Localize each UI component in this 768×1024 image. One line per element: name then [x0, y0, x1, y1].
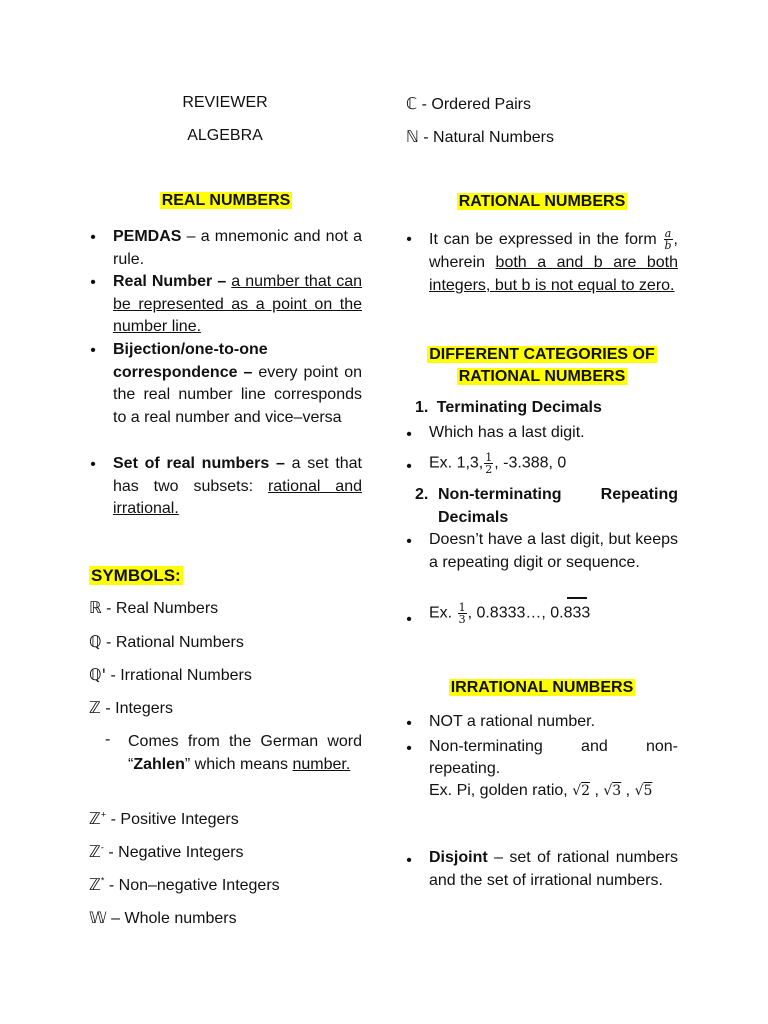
- bullet-icon: •: [90, 229, 96, 246]
- bullet-icon: •: [406, 533, 412, 550]
- sqrt-five-radicand: 5: [643, 783, 653, 799]
- bullet-icon: •: [90, 342, 96, 359]
- irrational-example-text: Ex. Pi, golden ratio,: [429, 782, 573, 799]
- positive-sup: +: [100, 809, 107, 820]
- complex-symbol: ℂ: [406, 94, 418, 113]
- zahlen-note-b: ” which means: [184, 755, 293, 773]
- disjoint-item: [429, 847, 678, 892]
- set-real-item: [113, 453, 362, 521]
- terminating-example-a: Ex. 1,3,: [429, 454, 484, 472]
- fraction-numerator: 1: [485, 451, 493, 464]
- rational-numbers-heading-wrap: [406, 193, 678, 211]
- rational-symbol-text: - Rational Numbers: [101, 634, 244, 651]
- zahlen-word: Zahlen: [133, 755, 185, 773]
- real-number-term: Real Number –: [113, 273, 227, 290]
- bijection-def: every point on the real number line corresponds to a real number and vice–versa: [113, 363, 363, 426]
- one-half-fraction: [484, 452, 493, 475]
- terminating-example: [429, 452, 566, 475]
- irrational-item-2: [429, 736, 678, 779]
- categories-heading-line1: DIFFERENT CATEGORIES OF: [429, 346, 655, 363]
- terminating-heading: [415, 399, 602, 417]
- nonnegative-sup: *: [100, 875, 105, 886]
- bullet-icon: •: [406, 715, 412, 732]
- real-symbol-text: - Real Numbers: [101, 600, 219, 617]
- complex-text: - Ordered Pairs: [417, 96, 531, 113]
- symbol-negative-integers: [89, 842, 244, 862]
- bullet-icon: •: [406, 458, 412, 475]
- irrational-numbers-heading-wrap: [406, 679, 678, 697]
- set-real-def-underlined: rational and irrational.: [113, 477, 362, 517]
- symbol-real: [89, 598, 218, 618]
- symbol-positive-integers: [89, 809, 239, 829]
- symbol-rational: [89, 632, 244, 652]
- irrational-example: Ex. Pi, golden ratio, √2 , √3 , √5: [429, 782, 653, 799]
- sqrt-three: √3: [603, 783, 622, 799]
- rational-def-a: It can be expressed in the form: [429, 231, 663, 248]
- zahlen-note-a: Comes from the German word “: [128, 733, 362, 773]
- positive-integers-text: - Positive Integers: [106, 811, 239, 828]
- fraction-numerator: a: [664, 227, 672, 241]
- bullet-icon: •: [406, 611, 412, 628]
- irrational-symbol: ℚ': [89, 665, 106, 684]
- irrational-item-2-text: Non-terminating and non-repeating.: [429, 738, 678, 777]
- whole-numbers-symbol: 𝕎: [89, 908, 107, 927]
- repeating-example-b: , 0.8333…, 0.833: [467, 604, 591, 622]
- fraction-denominator: 2: [485, 463, 493, 476]
- symbol-integers: [89, 698, 173, 718]
- pemdas-item: [113, 226, 362, 271]
- zahlen-note-underlined: number.: [292, 755, 351, 773]
- categories-heading-line2: RATIONAL NUMBERS: [458, 368, 626, 385]
- fraction-denominator: b: [664, 239, 672, 253]
- bullet-icon: •: [90, 274, 96, 291]
- rational-numbers-heading: RATIONAL NUMBERS: [458, 193, 626, 210]
- real-number-def: a number that can be represented as a point on the number line.: [113, 273, 363, 335]
- pemdas-def: – a mnemonic and not a rule.: [113, 228, 362, 268]
- bullet-icon: •: [406, 426, 412, 443]
- real-number-item: [113, 271, 362, 339]
- repeating-heading: [415, 484, 678, 526]
- natural-text: - Natural Numbers: [418, 129, 554, 146]
- natural-symbol: ℕ: [406, 127, 419, 146]
- terminating-description: Which has a last digit.: [429, 424, 585, 441]
- rational-symbol: ℚ: [89, 632, 102, 651]
- integers-symbol: ℤ: [89, 698, 101, 717]
- terminating-example-b: , -3.388, 0: [494, 454, 567, 472]
- rational-definition: [429, 228, 678, 297]
- sqrt-five: √5: [634, 783, 653, 799]
- nonnegative-integers-text: - Non–negative Integers: [104, 877, 280, 894]
- zahlen-note: [128, 731, 362, 776]
- irrational-item-1: NOT a rational number.: [429, 713, 596, 730]
- repeating-example: [429, 602, 590, 625]
- a-over-b-fraction: [664, 228, 673, 251]
- integers-symbol-text: - Integers: [100, 700, 173, 717]
- bullet-icon: •: [406, 231, 412, 248]
- positive-integers-symbol: ℤ: [89, 809, 101, 828]
- complex-symbol-line: [406, 94, 531, 114]
- negative-integers-text: - Negative Integers: [103, 844, 244, 861]
- symbol-nonnegative-integers: [89, 875, 280, 895]
- nonnegative-integers-symbol: ℤ: [89, 875, 101, 894]
- one-third-fraction: [458, 602, 467, 625]
- repeating-number: 2.: [415, 486, 429, 503]
- natural-symbol-line: [406, 127, 554, 147]
- terminating-label: Terminating Decimals: [436, 399, 602, 416]
- fraction-denominator: 3: [458, 613, 466, 626]
- sqrt-two: √2: [572, 783, 591, 799]
- irrational-symbol-text: - Irrational Numbers: [106, 667, 252, 684]
- real-symbol: ℝ: [89, 598, 102, 617]
- repeating-description: Doesn’t have a last digit, but keeps a repeating digit or sequence.: [429, 531, 678, 571]
- algebra-title: ALGEBRA: [187, 127, 263, 144]
- rational-def-underlined: both a and b are both integers, but b is not equal to zero.: [429, 254, 678, 295]
- bullet-icon: •: [90, 456, 96, 473]
- fraction-numerator: 1: [458, 601, 466, 614]
- set-real-term: Set of real numbers –: [113, 455, 285, 472]
- categories-heading: [406, 344, 678, 388]
- symbol-irrational: [89, 665, 252, 685]
- symbol-whole-numbers: [89, 908, 237, 928]
- sqrt-two-radicand: 2: [581, 783, 591, 799]
- bullet-icon: •: [406, 740, 412, 757]
- rational-def-b: , wherein: [429, 231, 678, 272]
- repeating-label: Non-terminating Repeating Decimals: [438, 486, 678, 526]
- symbols-heading: SYMBOLS:: [91, 566, 181, 585]
- sqrt-three-radicand: 3: [612, 783, 622, 799]
- real-numbers-heading: REAL NUMBERS: [161, 192, 291, 209]
- reviewer-title: REVIEWER: [182, 94, 268, 111]
- disjoint-def: – set of rational numbers and the set of irrational numbers.: [429, 849, 678, 889]
- terminating-number: 1.: [415, 399, 429, 416]
- irrational-numbers-heading: IRRATIONAL NUMBERS: [450, 679, 634, 696]
- whole-numbers-text: – Whole numbers: [106, 910, 237, 927]
- bijection-item: [113, 339, 362, 429]
- negative-integers-symbol: ℤ: [89, 842, 101, 861]
- disjoint-term: Disjoint: [429, 849, 488, 866]
- set-real-def: a set that has two subsets:: [113, 455, 363, 495]
- bullet-icon: •: [406, 852, 412, 869]
- negative-sup: -: [100, 842, 104, 853]
- bijection-term: Bijection/one-to-one correspondence –: [113, 341, 268, 381]
- dash-marker: -: [105, 731, 111, 748]
- repeating-example-a: Ex.: [429, 604, 457, 622]
- repeating-overbar: [567, 597, 587, 599]
- pemdas-term: PEMDAS: [113, 228, 182, 245]
- symbols-heading-wrap: [89, 566, 183, 586]
- real-numbers-heading-wrap: [90, 192, 362, 210]
